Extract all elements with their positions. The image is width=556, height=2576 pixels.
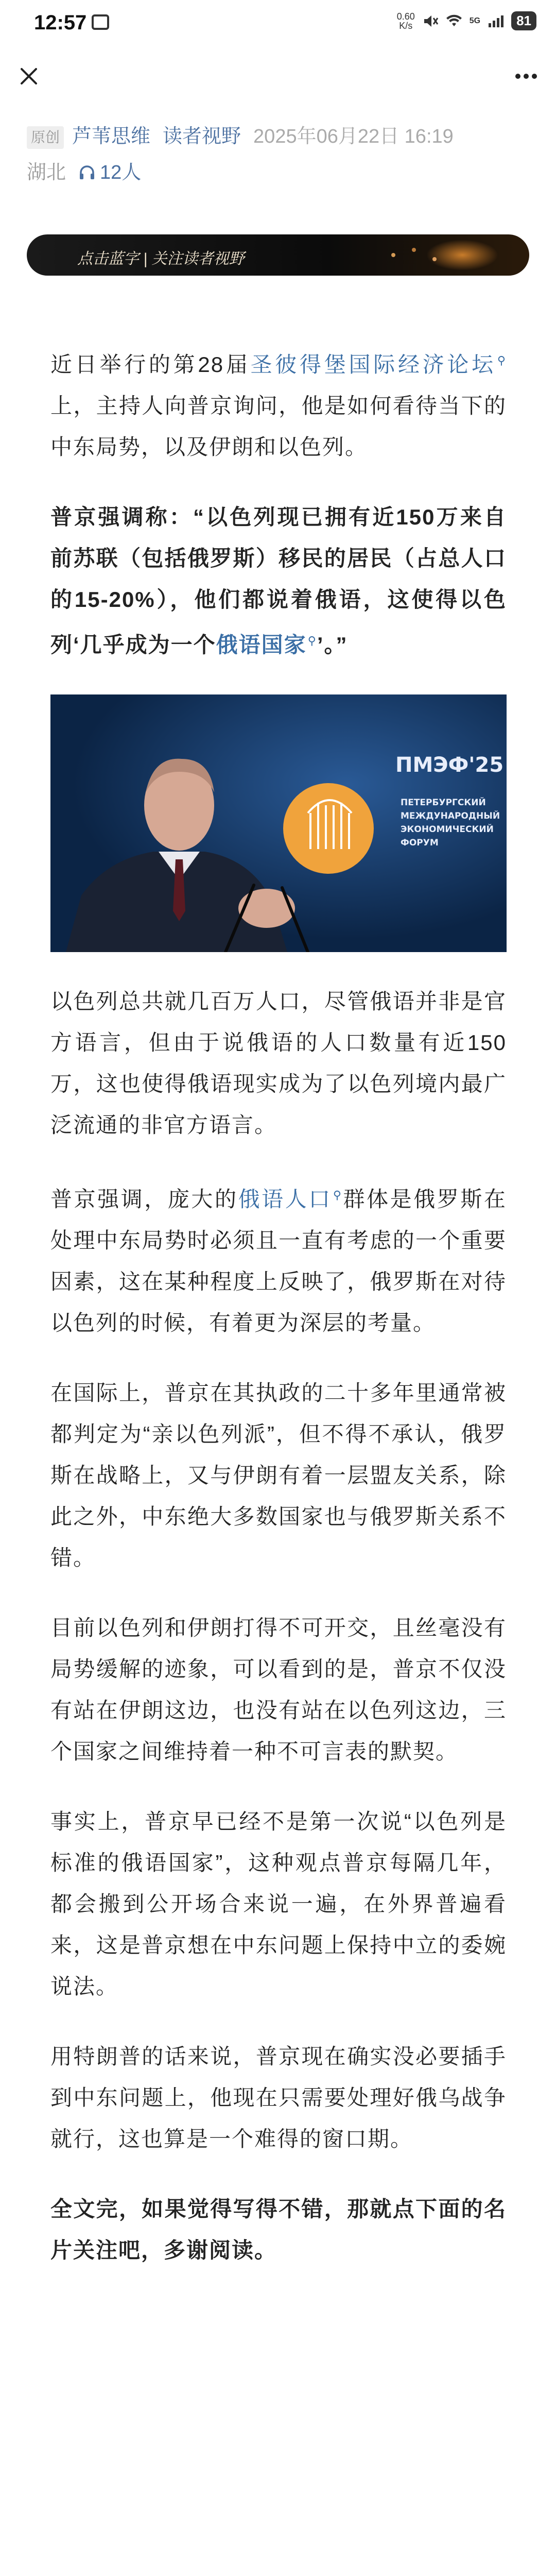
status-time: 12:57 (34, 11, 87, 34)
paragraph (50, 340, 507, 468)
forum-text-line4: ФОРУМ (401, 838, 439, 848)
paragraph: 以色列总共就几百万人口，尽管俄语并非是官方语言，但由于说俄语的人口数量有近150万，这也使得俄语现实成为了以色列境内最广泛流通的非官方语言。 (50, 989, 507, 1137)
follow-banner[interactable] (27, 234, 529, 276)
banner-text: 点击蓝字 | 关注读者视野 (77, 250, 245, 267)
paragraph-text: ’。” (317, 633, 348, 657)
paragraph (50, 1175, 507, 1344)
article-photo[interactable] (50, 694, 507, 952)
search-icon: ⚲ (333, 1189, 342, 1201)
publish-date: 2025年06月22日 16:19 (253, 126, 454, 147)
paragraph-text: 普京强调，庞大的 (50, 1187, 238, 1211)
meta-row (27, 118, 536, 155)
paragraph-quote (50, 497, 507, 666)
closing-paragraph: 全文完，如果觉得写得不错，那就点下面的名片关注吧，多谢阅读。 (50, 2197, 507, 2262)
author-link[interactable]: 芦苇思维 (72, 126, 151, 147)
mute-icon (422, 14, 439, 28)
keyword-link-russian-population[interactable] (238, 1187, 342, 1211)
battery-indicator: 81 (511, 11, 536, 30)
listener-count: 12人 (100, 162, 142, 183)
headphones-icon (78, 164, 96, 181)
banner-glow (426, 240, 498, 270)
screenshot-notification-icon (92, 14, 109, 30)
keyword-link-text: 俄语国家 (216, 633, 307, 657)
location: 湖北 (27, 162, 66, 183)
keyword-link-text: 圣彼得堡国际经济论坛 (250, 352, 496, 377)
wifi-icon (446, 14, 462, 28)
paragraph: 事实上，普京早已经不是第一次说“以色列是标准的俄语国家”，这种观点普京每隔几年，都会搬到公开场合来说一遍，在外界普遍看来，这是普京想在中东问题上保持中立的委婉说法。 (50, 1809, 507, 1998)
network-speed-unit: K/s (399, 20, 413, 31)
keyword-link-russian-country[interactable] (216, 633, 317, 657)
network-speed (397, 12, 415, 30)
signal-label: 5G (469, 16, 481, 25)
banner-dots (391, 253, 395, 257)
paragraph-text: 普京强调称：“以色列现已拥有近150万来自前苏联（包括俄罗斯）移民的居民（占总人口的15-20%），他们都说着俄语，这使得以色列‘几乎成为一个 (50, 505, 507, 657)
search-icon: ⚲ (497, 354, 507, 367)
close-button[interactable] (13, 61, 44, 92)
more-icon (515, 73, 537, 79)
close-icon (19, 66, 39, 87)
article-body (50, 340, 507, 2300)
forum-emblem (283, 783, 374, 874)
more-options-button[interactable] (511, 61, 542, 92)
forum-logo-text: ПМЭФ'25 (395, 753, 504, 777)
paragraph-text: 近日举行的第28届 (50, 352, 251, 377)
forum-text-line2: МЕЖДУНАРОДНЫЙ (401, 811, 500, 821)
paragraph-text: 群体是俄罗斯在处理中东局势时必须且一直有考虑的一个重要因素，这在某种程度上反映了，俄罗斯在对待以色列的时候，有着更为深层的考量。 (50, 1187, 507, 1335)
paragraph: 用特朗普的话来说，普京现在确实没必要插手到中东问题上，他现在只需要处理好俄乌战争就行，这也算是一个难得的窗口期。 (50, 2044, 507, 2151)
article-meta (27, 118, 536, 191)
forum-text-line3: ЭКОНОМИЧЕСКИЙ (401, 824, 494, 835)
keyword-link-forum[interactable] (251, 352, 507, 377)
meta-location-row (27, 155, 536, 191)
original-badge: 原创 (27, 126, 64, 149)
paragraph-text: 上，主持人向普京询问，他是如何看待当下的中东局势，以及伊朗和以色列。 (50, 394, 507, 459)
listen-button[interactable] (78, 155, 141, 191)
search-icon: ⚲ (307, 634, 317, 647)
keyword-link-text: 俄语人口 (238, 1187, 332, 1211)
status-indicators (397, 11, 536, 30)
paragraph: 在国际上，普京在其执政的二十多年里通常被都判定为“亲以色列派”，但不得不承认，俄罗斯在战略上，又与伊朗有着一层盟友关系，除此之外，中东绝大多数国家也与俄罗斯关系不错。 (50, 1381, 507, 1570)
forum-text-line1: ПЕТЕРБУРГСКИЙ (401, 798, 486, 808)
channel-link[interactable]: 读者视野 (163, 126, 241, 147)
top-nav-bar (0, 52, 556, 103)
paragraph: 目前以色列和伊朗打得不可开交，且丝毫没有局势缓解的迹象，可以看到的是，普京不仅没有站在伊朗这边，也没有站在以色列这边，三个国家之间维持着一种不可言表的默契。 (50, 1616, 507, 1764)
network-speed-value: 0.60 (396, 11, 415, 22)
status-bar (0, 0, 556, 52)
photo-illustration (50, 694, 507, 952)
signal-icon (488, 14, 504, 28)
